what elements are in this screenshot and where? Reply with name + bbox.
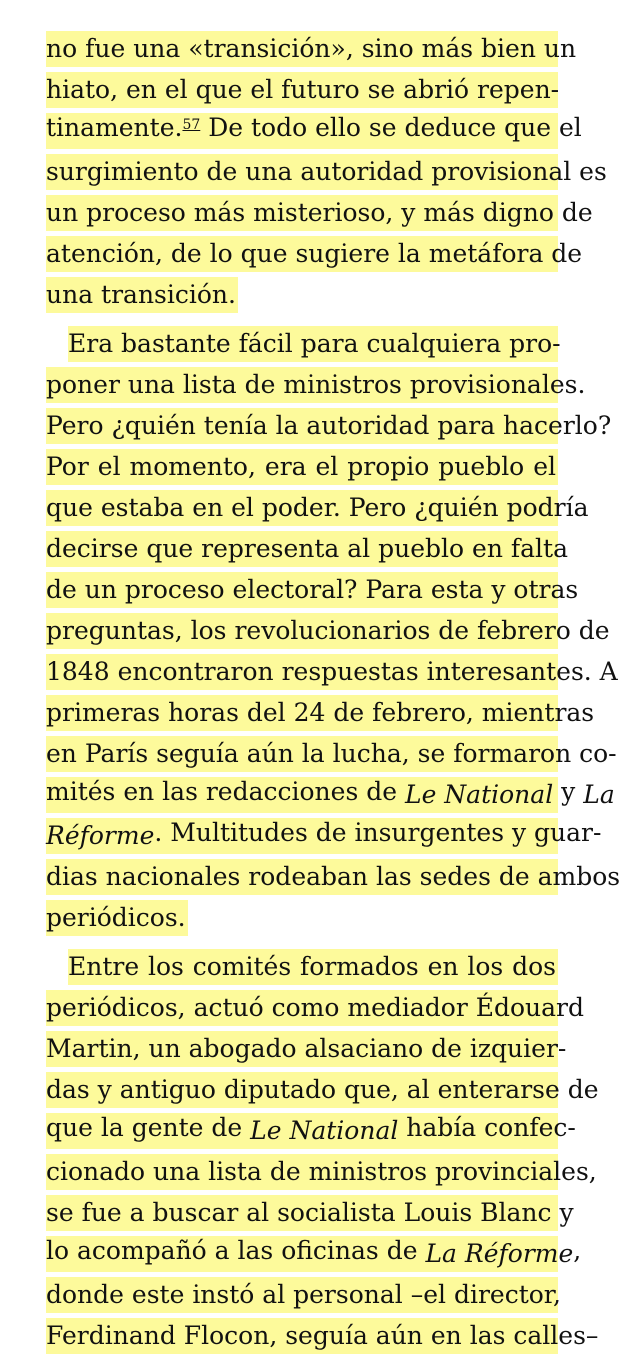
text-line: que estaba en el poder. Pero ¿quién podría xyxy=(46,487,558,528)
text-line: Pero ¿quién tenía la autoridad para hacerlo? xyxy=(46,405,558,446)
text-line: atención, de lo que sugiere la metáfora de xyxy=(46,233,558,274)
text-line: mités en las redacciones de Le National y La xyxy=(46,774,558,815)
text-line: 1848 encontraron respuestas interesantes. A xyxy=(46,651,558,692)
text-line: primeras horas del 24 de febrero, mientras xyxy=(46,692,558,733)
text-line: hiato, en el que el futuro se abrió repen- xyxy=(46,69,558,110)
text-line: preguntas, los revolucionarios de febrero de xyxy=(46,610,558,651)
text-line: surgimiento de una autoridad provisional es xyxy=(46,151,558,192)
text-line: que la gente de Le National había confec- xyxy=(46,1110,558,1151)
newspaper-title: Le National xyxy=(404,780,554,809)
text-line: poner una lista de ministros provisionales. xyxy=(46,364,558,405)
text-line: lo acompañó a las oficinas de La Réforme, xyxy=(46,1233,558,1274)
footnote-reference[interactable]: 57 xyxy=(182,117,201,133)
paragraph-1 xyxy=(46,28,607,315)
paragraph-3 xyxy=(46,946,599,1356)
text-line: Por el momento, era el propio pueblo el xyxy=(46,446,558,487)
text-line: dias nacionales rodeaban las sedes de ambos xyxy=(46,856,558,897)
text-line: decirse que representa al pueblo en falta xyxy=(46,528,558,569)
paragraph-2 xyxy=(46,323,620,938)
text-line: Ferdinand Flocon, seguía aún en las calles– xyxy=(46,1315,558,1356)
newspaper-title: Le National xyxy=(250,1116,399,1145)
text-line: Réforme. Multitudes de insurgentes y guar- xyxy=(46,815,558,856)
text-line: en París seguía aún la lucha, se formaron co- xyxy=(46,733,558,774)
newspaper-title: La xyxy=(583,780,615,809)
text-line: una transición. xyxy=(46,274,558,315)
text-line: das y antiguo diputado que, al enterarse de xyxy=(46,1069,558,1110)
text-line: de un proceso electoral? Para esta y otras xyxy=(46,569,558,610)
text-line: periódicos, actuó como mediador Édouard xyxy=(46,987,558,1028)
newspaper-title: Réforme xyxy=(46,821,155,850)
text-line: cionado una lista de ministros provinciales, xyxy=(46,1151,558,1192)
document-page xyxy=(46,28,620,1356)
text-line: donde este instó al personal –el director, xyxy=(46,1274,558,1315)
text-line: periódicos. xyxy=(46,897,558,938)
text-line: Era bastante fácil para cualquiera pro- xyxy=(46,323,558,364)
text-line: Entre los comités formados en los dos xyxy=(46,946,558,987)
text-line: se fue a buscar al socialista Louis Blanc y xyxy=(46,1192,558,1233)
text-line: no fue una «transición», sino más bien un xyxy=(46,28,558,69)
text-line: Martin, un abogado alsaciano de izquier- xyxy=(46,1028,558,1069)
newspaper-title: La Réforme xyxy=(425,1239,574,1268)
text-line: un proceso más misterioso, y más digno de xyxy=(46,192,558,233)
text-line: tinamente.$^{57}$ De todo ello se deduce que el xyxy=(46,110,558,151)
